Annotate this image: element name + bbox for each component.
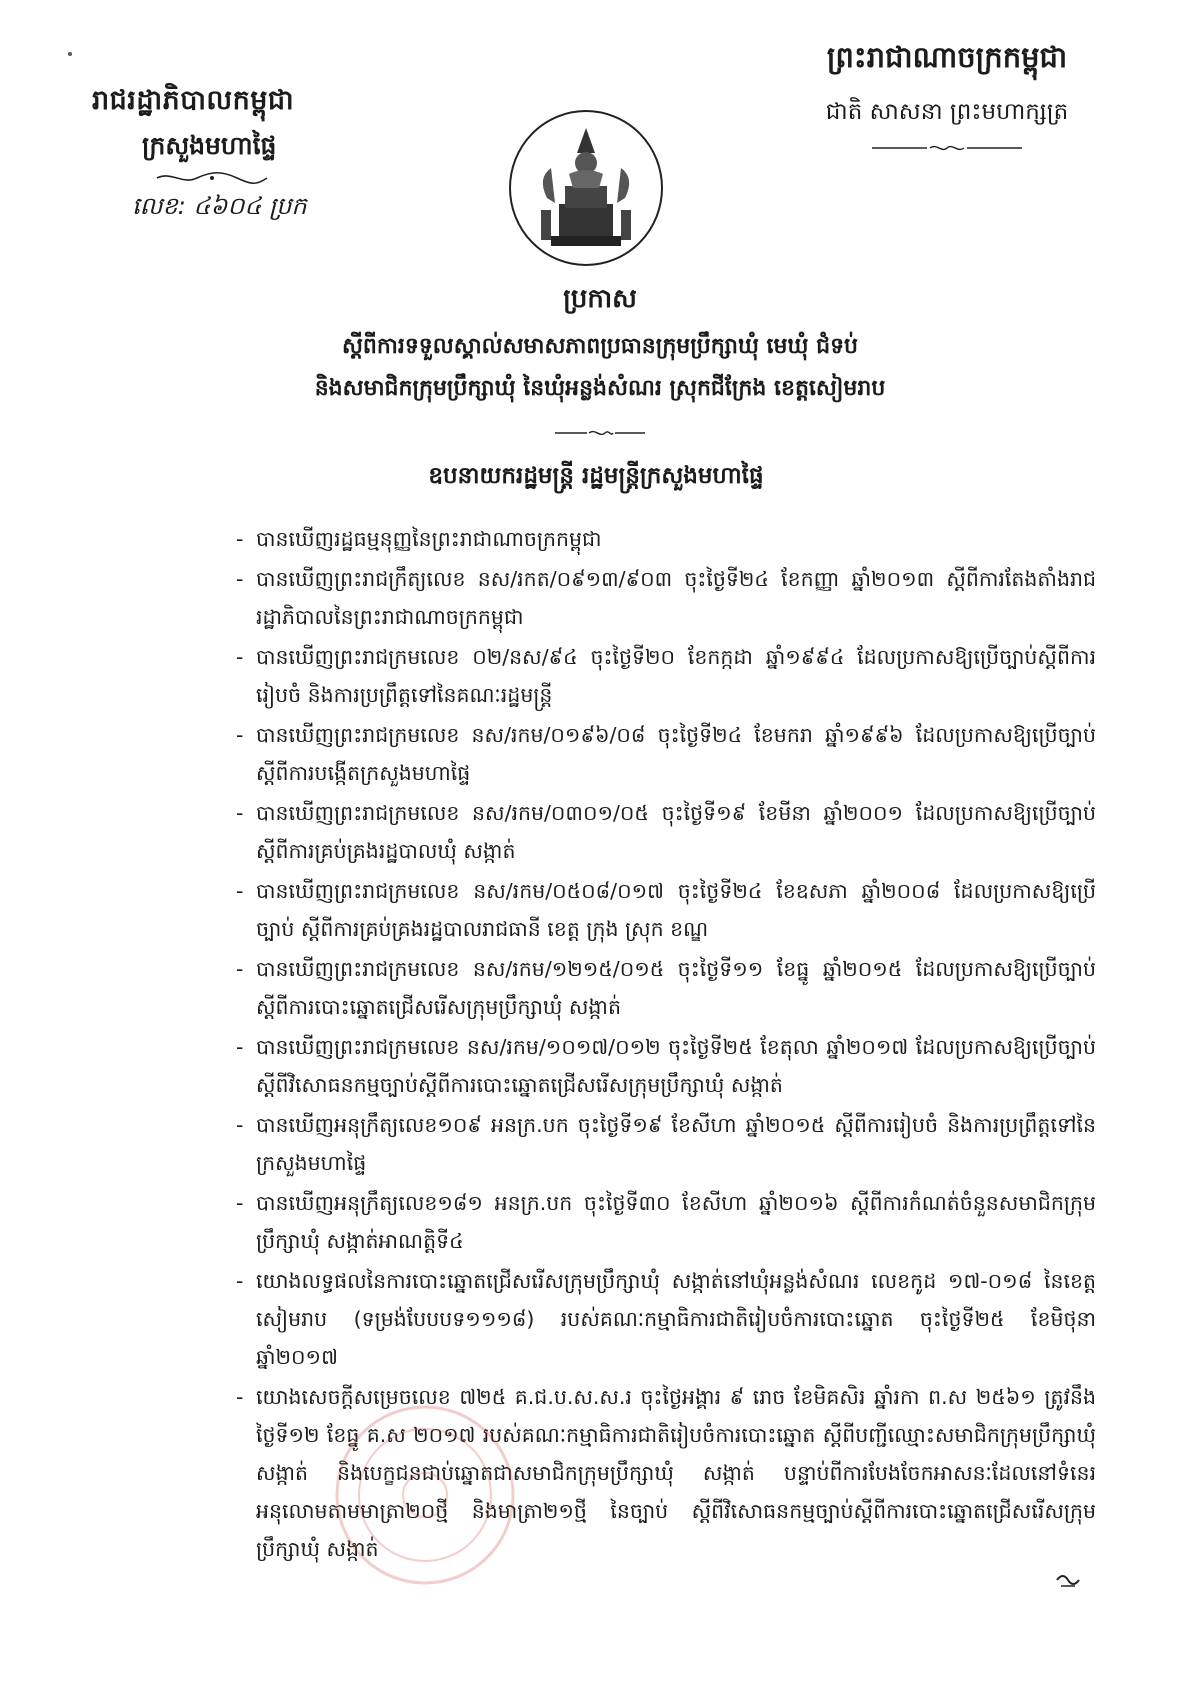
clause-item: - បានឃើញព្រះរាជក្រមលេខ នស/រកម/០១៩៦/០៨ ចុះថ្ងៃទី២៤ ខែមករា ឆ្នាំ១៩៩៦ ដែលប្រកាសឱ្យប្រើច្បាប់ ស្តីពីការបង្កើតក្រសួងមហាផ្ទៃ — [236, 723, 1096, 785]
clause-item: - យោងលទ្ធផលនៃការបោះឆ្នោតជ្រើសរើសក្រុមប្រឹក្សាឃុំ សង្កាត់នៅឃុំអន្លង់សំណរ លេខកូដ ១៧-០១៨ នៃខេត្តសៀមរាប (ទម្រង់បែបបទ១១១៨) របស់គណៈកម្មាធិការជាតិរៀបចំការបោះឆ្នោត ចុះថ្ងៃទី២៥ ខែមិថុនា ឆ្នាំ២០១៧ — [236, 1269, 1096, 1369]
kingdom-name: ព្រះរាជាណាចក្រកម្ពុជា — [826, 40, 1068, 74]
clause-item: - បានឃើញព្រះរាជក្រមលេខ នស/រកម/០៣០១/០៥ ចុះថ្ងៃទី១៩ ខែមីនា ឆ្នាំ២០០១ ដែលប្រកាសឱ្យប្រើច្បាប់ ស្តីពីការគ្រប់គ្រងរដ្ឋបាលឃុំ សង្កាត់ — [236, 801, 1096, 863]
clause-text: បានឃើញអនុក្រឹត្យលេខ១៨១ អនក្រ.បក ចុះថ្ងៃទី៣០ ខែសីហា ឆ្នាំ២០១៦ ស្តីពីការកំណត់ចំនួនសមាជិកក្រុមប្រឹក្សាឃុំ សង្កាត់អាណត្តិទី៤ — [256, 1191, 1096, 1253]
clause-item: - បានឃើញអនុក្រឹត្យលេខ១៨១ អនក្រ.បក ចុះថ្ងៃទី៣០ ខែសីហា ឆ្នាំ២០១៦ ស្តីពីការកំណត់ចំនួនសមាជិកក្រុមប្រឹក្សាឃុំ សង្កាត់អាណត្តិទី៤ — [236, 1191, 1096, 1253]
clause-item: - បានឃើញអនុក្រឹត្យលេខ១០៩ អនក្រ.បក ចុះថ្ងៃទី១៩ ខែសីហា ឆ្នាំ២០១៥ ស្តីពីការរៀបចំ និងការប្រព្រឹត្តទៅនៃក្រសួងមហាផ្ទៃ — [236, 1113, 1096, 1175]
kingdom-header — [782, 40, 1112, 157]
clause-text: យោងសេចក្តីសម្រេចលេខ ៧២៥ គ.ជ.ប.ស.ស.រ ចុះថ្ងៃអង្គារ ៩ រោច ខែមិគសិរ ឆ្នាំរកា ព.ស ២៥៦១ ត្រូវនឹងថ្ងៃទី១២ ខែធ្នូ គ.ស ២០១៧ របស់គណៈកម្មាធិការជាតិរៀបចំការបោះឆ្នោត ស្តីពីបញ្ជីឈ្មោះសមាជិកក្រុមប្រឹក្សាឃុំ សង្កាត់ និងបេក្ខជនជាប់ឆ្នោតជាសមាជិកក្រុមប្រឹក្សាឃុំ សង្កាត់ បន្ទាប់ពីការបែងចែកអាសនៈដែលនៅទំនេរអនុលោមតាមមាត្រា២០ថ្មី និងមាត្រា២១ថ្មី នៃច្បាប់ ស្តីពីវិសោធនកម្មច្បាប់ស្តីពីការបោះឆ្នោតជ្រើសរើសក្រុមប្រឹក្សាឃុំ សង្កាត់ — [256, 1385, 1096, 1561]
national-motto: ជាតិ សាសនា ព្រះមហាក្សត្រ — [825, 99, 1069, 125]
clause-item: - បានឃើញព្រះរាជក្រមលេខ នស/រកម/០៥០៨/០១៧ ចុះថ្ងៃទី២៤ ខែឧសភា ឆ្នាំ២០០៨ ដែលប្រកាសឱ្យប្រើច្បាប់ ស្តីពីការគ្រប់គ្រងរដ្ឋបាលរាជធានី ខេត្ត ក្រុង ស្រុក ខណ្ឌ — [236, 879, 1096, 941]
initial-mark-icon — [1055, 1570, 1081, 1590]
decree-title — [160, 282, 1040, 442]
motto-divider-icon — [872, 143, 1022, 153]
flourish-ornament-icon — [152, 171, 272, 185]
ministry-header — [92, 84, 392, 226]
clause-text: បានឃើញព្រះរាជក្រមលេខ នស/រកម/០១៩៦/០៨ ចុះថ្ងៃទី២៤ ខែមករា ឆ្នាំ១៩៩៦ ដែលប្រកាសឱ្យប្រើច្បាប់ ស្តីពីការបង្កើតក្រសួងមហាផ្ទៃ — [256, 723, 1096, 785]
government-name: រាជរដ្ឋាភិបាលកម្ពុជា — [92, 85, 295, 116]
clause-text: បានឃើញព្រះរាជក្រមលេខ នស/រកម/១២១៥/០១៥ ចុះថ្ងៃទី១១ ខែធ្នូ ឆ្នាំ២០១៥ ដែលប្រកាសឱ្យប្រើច្បាប់ ស្តីពីការបោះឆ្នោតជ្រើសរើសក្រុមប្រឹក្សាឃុំ សង្កាត់ — [256, 957, 1096, 1019]
clause-text: បានឃើញអនុក្រឹត្យលេខ១០៩ អនក្រ.បក ចុះថ្ងៃទី១៩ ខែសីហា ឆ្នាំ២០១៥ ស្តីពីការរៀបចំ និងការប្រព្រឹត្តទៅនៃក្រសួងមហាផ្ទៃ — [256, 1113, 1096, 1175]
clause-text: បានឃើញព្រះរាជក្រមលេខ នស/រកម/០៥០៨/០១៧ ចុះថ្ងៃទី២៤ ខែឧសភា ឆ្នាំ២០០៨ ដែលប្រកាសឱ្យប្រើច្បាប់ ស្តីពីការគ្រប់គ្រងរដ្ឋបាលរាជធានី ខេត្ត ក្រុង ស្រុក ខណ្ឌ — [256, 879, 1096, 941]
clause-item: - យោងសេចក្តីសម្រេចលេខ ៧២៥ គ.ជ.ប.ស.ស.រ ចុះថ្ងៃអង្គារ ៩ រោច ខែមិគសិរ ឆ្នាំរកា ព.ស ២៥៦១ ត្រូវនឹងថ្ងៃទី១២ ខែធ្នូ គ.ស ២០១៧ របស់គណៈកម្មាធិការជាតិរៀបចំការបោះឆ្នោត ស្តីពីបញ្ជីឈ្មោះសមាជិកក្រុមប្រឹក្សាឃុំ សង្កាត់ និងបេក្ខជនជាប់ឆ្នោតជាសមាជិកក្រុមប្រឹក្សាឃុំ សង្កាត់ បន្ទាប់ពីការបែងចែកអាសនៈដែលនៅទំនេរអនុលោមតាមមាត្រា២០ថ្មី និងមាត្រា២១ថ្មី នៃច្បាប់ ស្តីពីវិសោធនកម្មច្បាប់ស្តីពីការបោះឆ្នោតជ្រើសរើសក្រុមប្រឹក្សាឃុំ សង្កាត់ — [236, 1385, 1096, 1561]
clause-item: - បានឃើញព្រះរាជក្រឹត្យលេខ នស/រកត/០៩១៣/៩០៣ ចុះថ្ងៃទី២៤ ខែកញ្ញា ឆ្នាំ២០១៣ ស្តីពីការតែងតាំងរាជរដ្ឋាភិបាលនៃព្រះរាជាណាចក្រកម្ពុជា — [236, 567, 1096, 629]
ministry-name: ក្រសួងមហាផ្ទៃ — [142, 131, 277, 160]
decree-subject-line2: និងសមាជិកក្រុមប្រឹក្សាឃុំ នៃឃុំអន្លង់សំណរ ស្រុកជីក្រែង ខេត្តសៀមរាប — [314, 376, 886, 401]
clause-text: បានឃើញព្រះរាជក្រមលេខ នស/រកម/០៣០១/០៥ ចុះថ្ងៃទី១៩ ខែមីនា ឆ្នាំ២០០១ ដែលប្រកាសឱ្យប្រើច្បាប់ ស្តីពីការគ្រប់គ្រងរដ្ឋបាលឃុំ សង្កាត់ — [256, 801, 1096, 863]
clause-item: - បានឃើញរដ្ឋធម្មនុញ្ញនៃព្រះរាជាណាចក្រកម្ពុជា — [236, 527, 602, 551]
scan-speck — [68, 52, 72, 56]
official-seal-icon — [330, 1400, 520, 1590]
clause-item: - បានឃើញព្រះរាជក្រមលេខ នស/រកម/១០១៧/០១២ ចុះថ្ងៃទី២៥ ខែតុលា ឆ្នាំ២០១៧ ដែលប្រកាសឱ្យប្រើច្បាប់ ស្តីពីវិសោធនកម្មច្បាប់ស្តីពីការបោះឆ្នោតជ្រើសរើសក្រុមប្រឹក្សាឃុំ សង្កាត់ — [236, 1035, 1096, 1097]
issuing-authority: ឧបនាយករដ្ឋមន្ត្រី រដ្ឋមន្ត្រីក្រសួងមហាផ្ទៃ — [428, 463, 764, 489]
clause-text: បានឃើញរដ្ឋធម្មនុញ្ញនៃព្រះរាជាណាចក្រកម្ពុជា — [256, 527, 602, 551]
royal-emblem-icon — [507, 108, 665, 268]
clause-item: - បានឃើញព្រះរាជក្រមលេខ ០២/នស/៩៤ ចុះថ្ងៃទី២០ ខែកក្កដា ឆ្នាំ១៩៩៤ ដែលប្រកាសឱ្យប្រើច្បាប់ស្តីពីការរៀបចំ និងការប្រព្រឹត្តទៅនៃគណៈរដ្ឋមន្ត្រី — [236, 645, 1096, 707]
reference-number: លេខ: ៤៦០៤ ប្រក — [132, 192, 307, 220]
clause-text: បានឃើញព្រះរាជក្រឹត្យលេខ នស/រកត/០៩១៣/៩០៣ ចុះថ្ងៃទី២៤ ខែកញ្ញា ឆ្នាំ២០១៣ ស្តីពីការតែងតាំងរាជរដ្ឋាភិបាលនៃព្រះរាជាណាចក្រកម្ពុជា — [256, 567, 1096, 629]
clause-text: បានឃើញព្រះរាជក្រមលេខ ០២/នស/៩៤ ចុះថ្ងៃទី២០ ខែកក្កដា ឆ្នាំ១៩៩៤ ដែលប្រកាសឱ្យប្រើច្បាប់ស្តីពីការរៀបចំ និងការប្រព្រឹត្តទៅនៃគណៈរដ្ឋមន្ត្រី — [256, 645, 1096, 707]
clause-text: យោងលទ្ធផលនៃការបោះឆ្នោតជ្រើសរើសក្រុមប្រឹក្សាឃុំ សង្កាត់នៅឃុំអន្លង់សំណរ លេខកូដ ១៧-០១៨ នៃខេត្តសៀមរាប (ទម្រង់បែបបទ១១១៨) របស់គណៈកម្មាធិការជាតិរៀបចំការបោះឆ្នោត ចុះថ្ងៃទី២៥ ខែមិថុនា ឆ្នាំ២០១៧ — [256, 1269, 1096, 1369]
decree-subject-line1: ស្តីពីការទទួលស្គាល់សមាសភាពប្រធានក្រុមប្រឹក្សាឃុំ មេឃុំ ជំទប់ — [341, 334, 858, 359]
clause-item: - បានឃើញព្រះរាជក្រមលេខ នស/រកម/១២១៥/០១៥ ចុះថ្ងៃទី១១ ខែធ្នូ ឆ្នាំ២០១៥ ដែលប្រកាសឱ្យប្រើច្បាប់ ស្តីពីការបោះឆ្នោតជ្រើសរើសក្រុមប្រឹក្សាឃុំ សង្កាត់ — [236, 957, 1096, 1019]
decree-heading: ប្រកាស — [563, 284, 637, 314]
title-divider-icon — [555, 428, 645, 438]
clause-text: បានឃើញព្រះរាជក្រមលេខ នស/រកម/១០១៧/០១២ ចុះថ្ងៃទី២៥ ខែតុលា ឆ្នាំ២០១៧ ដែលប្រកាសឱ្យប្រើច្បាប់ ស្តីពីវិសោធនកម្មច្បាប់ស្តីពីការបោះឆ្នោតជ្រើសរើសក្រុមប្រឹក្សាឃុំ សង្កាត់ — [256, 1035, 1096, 1097]
